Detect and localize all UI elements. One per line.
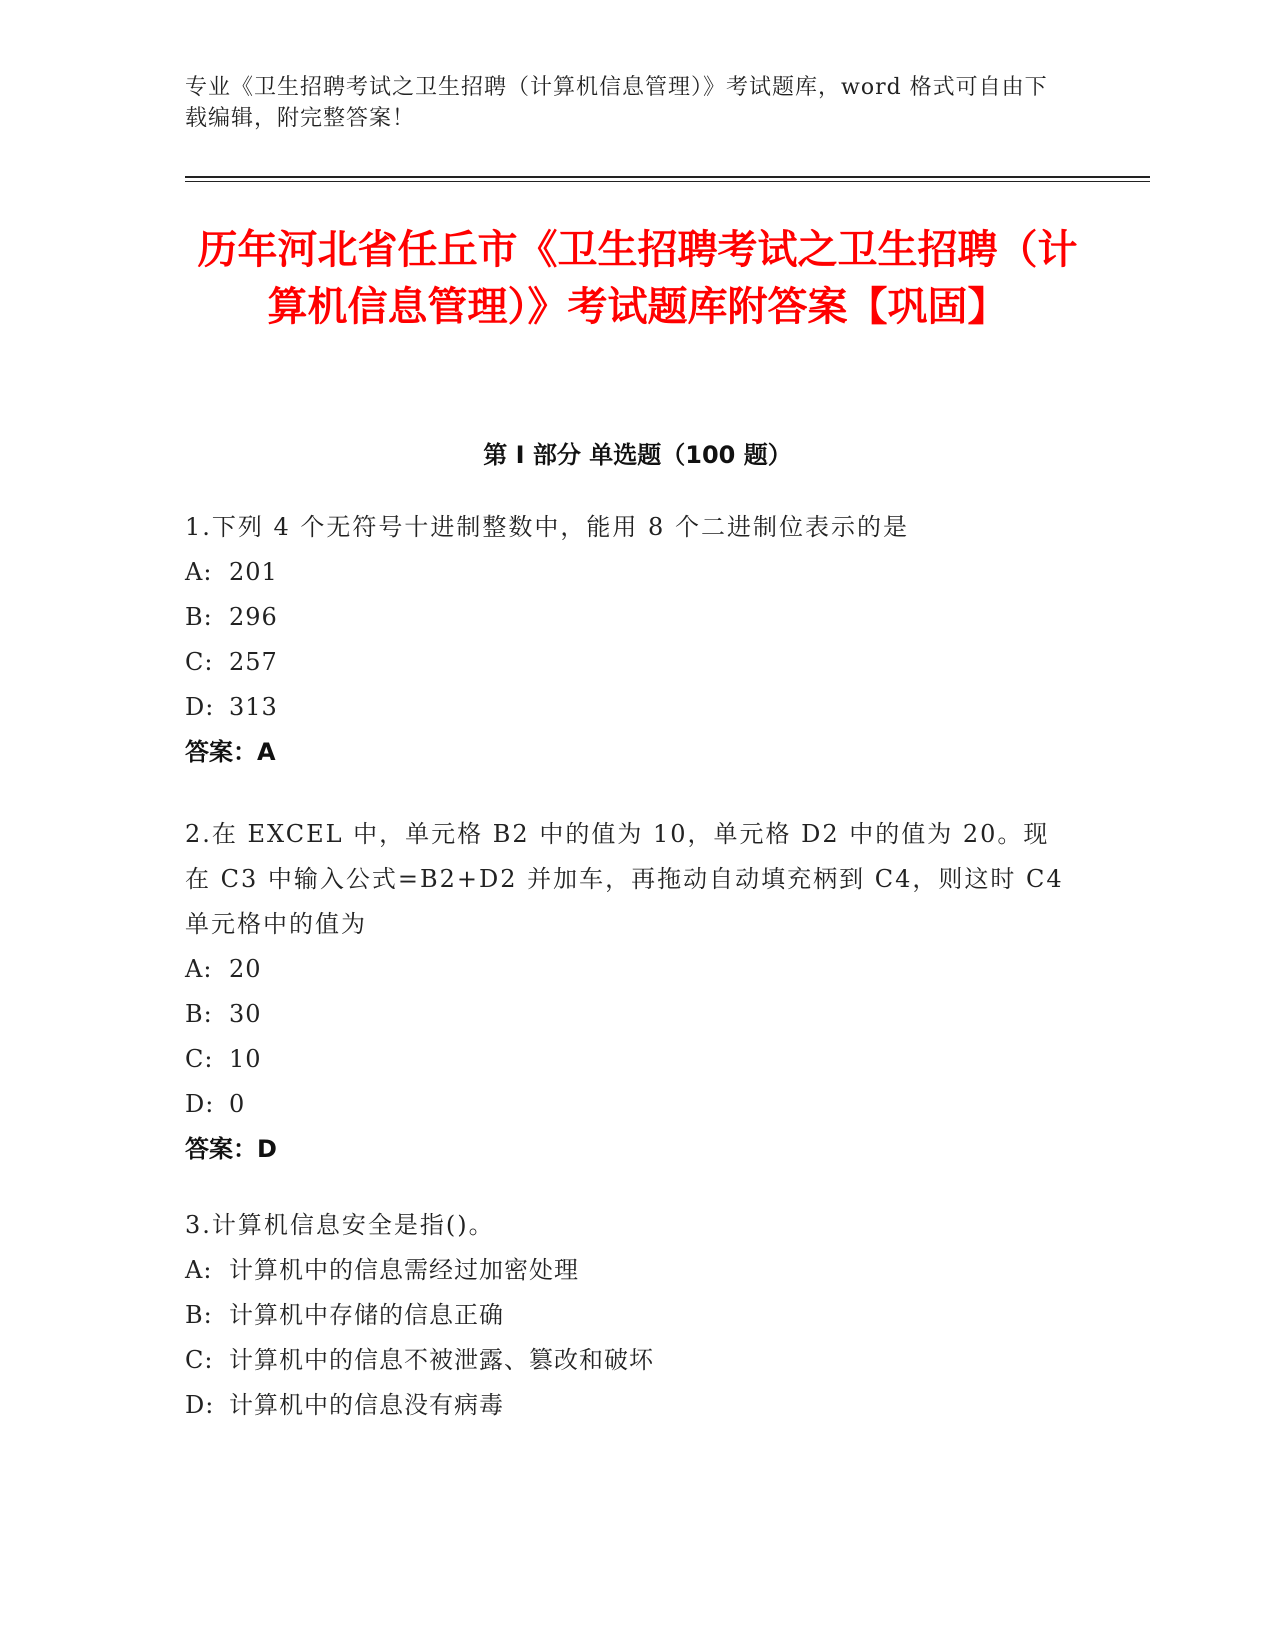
option-text: 10 — [229, 1045, 262, 1073]
option-key: B: — [185, 1000, 213, 1028]
option-d — [185, 1082, 1065, 1127]
option-text: 201 — [229, 558, 278, 586]
option-c — [185, 1338, 1065, 1383]
option-text: 30 — [229, 1000, 262, 1028]
option-d — [185, 685, 1065, 730]
option-text: 计算机中的信息没有病毒 — [229, 1391, 504, 1419]
section-heading: 第 I 部分 单选题（100 题） — [483, 441, 792, 469]
option-b — [185, 1293, 1065, 1338]
option-a — [185, 947, 1065, 992]
option-text: 计算机中存储的信息正确 — [229, 1301, 504, 1329]
option-key: A: — [185, 558, 213, 586]
option-key: D: — [185, 693, 215, 721]
header-note: 专业《卫生招聘考试之卫生招聘（计算机信息管理）》考试题库，word 格式可自由下载编辑，附完整答案！ — [185, 75, 1048, 131]
question-1 — [185, 505, 1065, 775]
question-stem: 3.计算机信息安全是指()。 — [185, 1211, 495, 1239]
option-key: B: — [185, 1301, 213, 1329]
answer-label: 答案：A — [185, 738, 276, 766]
header-rule-thin — [185, 181, 1150, 182]
question-3 — [185, 1203, 1065, 1428]
answer-label: 答案：D — [185, 1135, 277, 1163]
question-2 — [185, 812, 1065, 1172]
option-key: D: — [185, 1090, 215, 1118]
option-text: 计算机中的信息不被泄露、篡改和破坏 — [229, 1346, 654, 1374]
option-key: B: — [185, 603, 213, 631]
option-key: C: — [185, 648, 214, 676]
option-key: C: — [185, 1346, 214, 1374]
question-stem: 1.下列 4 个无符号十进制整数中，能用 8 个二进制位表示的是 — [185, 513, 909, 541]
option-a — [185, 550, 1065, 595]
option-text: 20 — [229, 955, 262, 983]
option-text: 257 — [229, 648, 278, 676]
option-text: 0 — [229, 1090, 246, 1118]
option-a — [185, 1248, 1065, 1293]
option-c — [185, 1037, 1065, 1082]
option-d — [185, 1383, 1065, 1428]
option-text: 计算机中的信息需经过加密处理 — [229, 1256, 579, 1284]
question-stem: 2.在 EXCEL 中，单元格 B2 中的值为 10，单元格 D2 中的值为 20。现在 C3 中输入公式=B2+D2 并加车，再拖动自动填充柄到 C4，则这时 C4 单元格中的值为 — [185, 820, 1064, 938]
header-rule-thick — [185, 176, 1150, 178]
option-b — [185, 595, 1065, 640]
option-key: D: — [185, 1391, 215, 1419]
option-b — [185, 992, 1065, 1037]
document-title: 历年河北省任丘市《卫生招聘考试之卫生招聘（计算机信息管理）》考试题库附答案【巩固】 — [197, 227, 1078, 330]
option-c — [185, 640, 1065, 685]
option-text: 296 — [229, 603, 278, 631]
option-key: A: — [185, 955, 213, 983]
option-key: C: — [185, 1045, 214, 1073]
option-key: A: — [185, 1256, 213, 1284]
option-text: 313 — [229, 693, 278, 721]
